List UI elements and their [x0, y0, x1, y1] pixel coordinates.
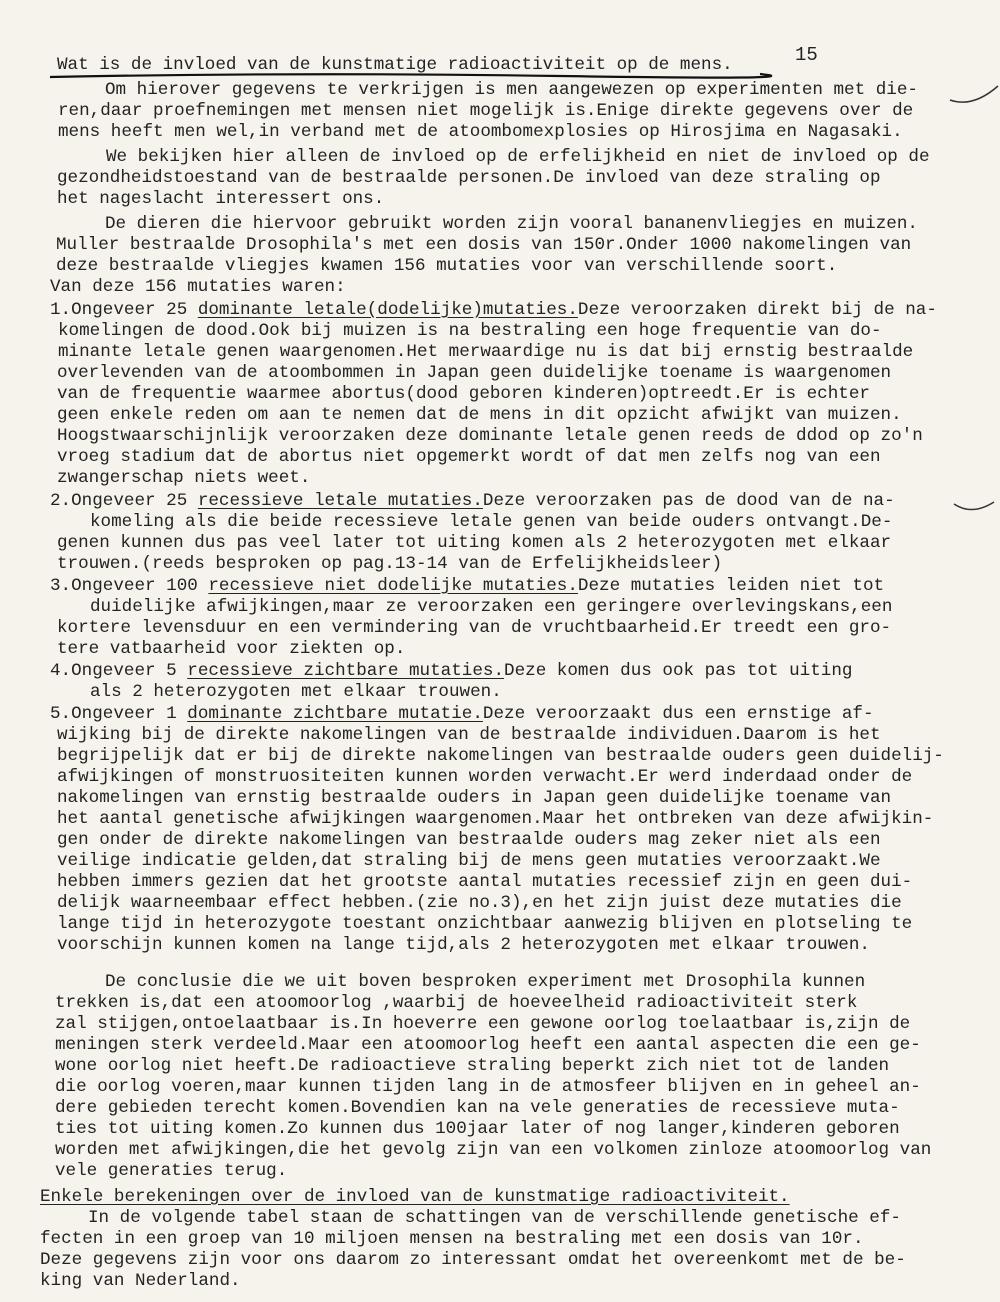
text-line: van de frequentie waarmee abortus(dood geboren kinderen)optreedt.Er is echter	[57, 384, 870, 404]
text-line: afwijkingen of monstruositeiten kunnen worden verwacht.Er werd inderdaad onder de	[57, 767, 913, 787]
list-item	[50, 704, 874, 725]
text-line: duidelijke afwijkingen,maar ze veroorzaken een geringere overlevingskans,een	[90, 597, 893, 617]
margin-pen-mark	[948, 80, 1000, 110]
text-line: minante letale genen waargenomen.Het merwaardige nu is dat bij ernstig bestraalde	[58, 342, 914, 362]
list-item	[50, 300, 937, 321]
item-term: recessieve niet dodelijke mutaties.	[208, 576, 578, 596]
item-text: Deze mutaties leiden niet tot	[577, 576, 885, 596]
item-text: Deze veroorzaken pas de dood van de na-	[482, 491, 895, 511]
section-heading: Wat is de invloed van de kunstmatige radioactiviteit op de mens.	[57, 55, 733, 75]
text-line: nakomelingen van ernstig bestraalde ouders in Japan geen duidelijke toename van	[57, 788, 892, 808]
text-line: vroeg stadium dat de abortus niet opgemerkt wordt of dat men zelfs nog van een	[57, 447, 881, 467]
text-line: zal stijgen,ontoelaatbaar is.In hoeverre een gewone oorlog toelaatbaar is,zijn de	[55, 1014, 911, 1034]
text-line: Van deze 156 mutaties waren:	[50, 277, 346, 297]
item-number: 5.Ongeveer 1	[50, 704, 188, 724]
text-line: wijking bij de direkte nakomelingen van de bestraalde individuen.Daarom is het	[57, 725, 881, 745]
list-item	[50, 491, 895, 512]
item-text: Deze veroorzaken direkt bij de na-	[577, 300, 937, 320]
text-line: begrijpelijk dat er bij de direkte nakomelingen van bestraalde ouders geen duidelij-	[57, 746, 944, 766]
text-line: genen kunnen dus pas veel later tot uiting komen als 2 heterozygoten met elkaar	[57, 533, 892, 553]
text-line: delijk waarneembaar effect hebben.(zie no.3),en het zijn juist deze mutaties die	[57, 893, 902, 913]
item-text: Deze komen dus ook pas tot uiting	[504, 661, 853, 681]
text-line: komeling als die beide recessieve letale genen van beide ouders ontvangt.De-	[90, 512, 893, 532]
text-line: wone oorlog niet heeft.De radioactieve straling beperkt zich niet tot de landen	[55, 1056, 890, 1076]
text-line: lange tijd in heterozygote toestant onzichtbaar aanwezig blijven en plotseling te	[57, 914, 913, 934]
text-line: De conclusie die we uit boven besproken experiment met Drosophila kunnen	[105, 972, 866, 992]
item-number: 2.Ongeveer 25	[50, 491, 198, 511]
text-line: Deze gegevens zijn voor ons daarom zo interessant omdat het overeenkomt met de be-	[40, 1250, 906, 1270]
text-line: dere gebieden terecht komen.Bovendien kan na vele generaties de recessieve muta-	[55, 1098, 900, 1118]
page-number: 15	[795, 44, 818, 66]
item-term: dominante zichtbare mutatie.	[187, 704, 483, 724]
text-line: trouwen.(reeds besproken op pag.13-14 van de Erfelijkheidsleer)	[57, 554, 723, 574]
text-line: In de volgende tabel staan de schattingen van de verschillende genetische ef-	[88, 1208, 901, 1228]
text-line: tere vatbaarheid voor ziekten op.	[57, 639, 406, 659]
text-line: De dieren die hiervoor gebruikt worden zijn vooral bananenvliegjes en muizen.	[105, 214, 918, 234]
section-heading: Enkele berekeningen over de invloed van de kunstmatige radioactiviteit.	[40, 1187, 790, 1207]
text-line: king van Nederland.	[40, 1271, 241, 1291]
text-line: komelingen de dood.Ook bij muizen is na bestraling een hoge frequentie van do-	[58, 321, 882, 341]
text-line: Om hierover gegevens te verkrijgen is men aangewezen op experimenten met die-	[105, 80, 918, 100]
text-line: zwangerschap niets weet.	[57, 468, 311, 488]
text-line: deze bestraalde vliegjes kwamen 156 mutaties voor van verschillende soort.	[56, 256, 838, 276]
text-line: vele generaties terug.	[55, 1161, 288, 1181]
list-item	[50, 576, 884, 597]
item-term: recessieve letale mutaties.	[197, 491, 483, 511]
text-line: het nageslacht interessert ons.	[57, 189, 385, 209]
text-line: voorschijn kunnen komen na lange tijd,als 2 heterozygoten met elkaar trouwen.	[57, 935, 870, 955]
text-line: gezondheidstoestand van de bestraalde personen.De invloed van deze straling op	[57, 168, 881, 188]
text-line: Hoogstwaarschijnlijk veroorzaken deze dominante letale genen reeds de ddod op zo'n	[57, 426, 923, 446]
item-text: Deze veroorzaakt dus een ernstige af-	[482, 704, 874, 724]
text-line: worden met afwijkingen,die het gevolg zijn van een volkomen zinloze atoomoorlog van	[55, 1140, 932, 1160]
item-number: 3.Ongeveer 100	[50, 576, 209, 596]
margin-pen-mark	[950, 494, 1000, 524]
text-line: hebben immers gezien dat het grootste aantal mutaties recessief zijn en geen dui-	[57, 872, 913, 892]
text-line: meningen sterk verdeeld.Maar een atoomoorlog heeft een aantal aspecten die een ge-	[55, 1035, 921, 1055]
text-line: trekken is,dat een atoomoorlog ,waarbij de hoeveelheid radioactiviteit sterk	[55, 993, 858, 1013]
item-term: dominante letale(dodelijke)mutaties.	[197, 300, 578, 320]
text-line: veilige indicatie gelden,dat straling bij de mens geen mutaties veroorzaakt.We	[57, 851, 881, 871]
text-line: ties tot uiting komen.Zo kunnen dus 100jaar later of nog langer,kinderen geboren	[55, 1119, 900, 1139]
text-line: We bekijken hier alleen de invloed op de erfelijkheid en niet de invloed op de	[106, 147, 930, 167]
text-line: fecten in een groep van 10 miljoen mensen na bestraling met een dosis van 10r.	[40, 1229, 864, 1249]
text-line: geen enkele reden om aan te nemen dat de mens in dit opzicht afwijkt van muizen.	[57, 405, 902, 425]
text-line: die oorlog voeren,maar kunnen tijden lang in de atmosfeer blijven en in geheel an-	[55, 1077, 921, 1097]
item-term: recessieve zichtbare mutaties.	[187, 661, 505, 681]
text-line: overlevenden van de atoombommen in Japan geen duidelijke toename is waargenomen	[57, 363, 892, 383]
list-item	[50, 661, 852, 682]
text-line: als 2 heterozygoten met elkaar trouwen.	[90, 682, 502, 702]
text-line: het aantal genetische afwijkingen waargenomen.Maar het ontbreken van deze afwijkin-	[57, 809, 934, 829]
text-line: mens heeft men wel,in verband met de atoombomexplosies op Hirosjima en Nagasaki.	[58, 122, 903, 142]
text-line: kortere levensduur en een vermindering van de vruchtbaarheid.Er treedt een gro-	[57, 618, 892, 638]
text-line: gen onder de direkte nakomelingen van bestraalde ouders mag zeker niet als een	[57, 830, 881, 850]
text-line: Muller bestraalde Drosophila's met een dosis van 150r.Onder 1000 nakomelingen van	[56, 235, 912, 255]
text-line: ren,daar proefnemingen met mensen niet mogelijk is.Enige direkte gegevens over de	[58, 101, 914, 121]
item-number: 4.Ongeveer 5	[50, 661, 188, 681]
item-number: 1.Ongeveer 25	[50, 300, 198, 320]
